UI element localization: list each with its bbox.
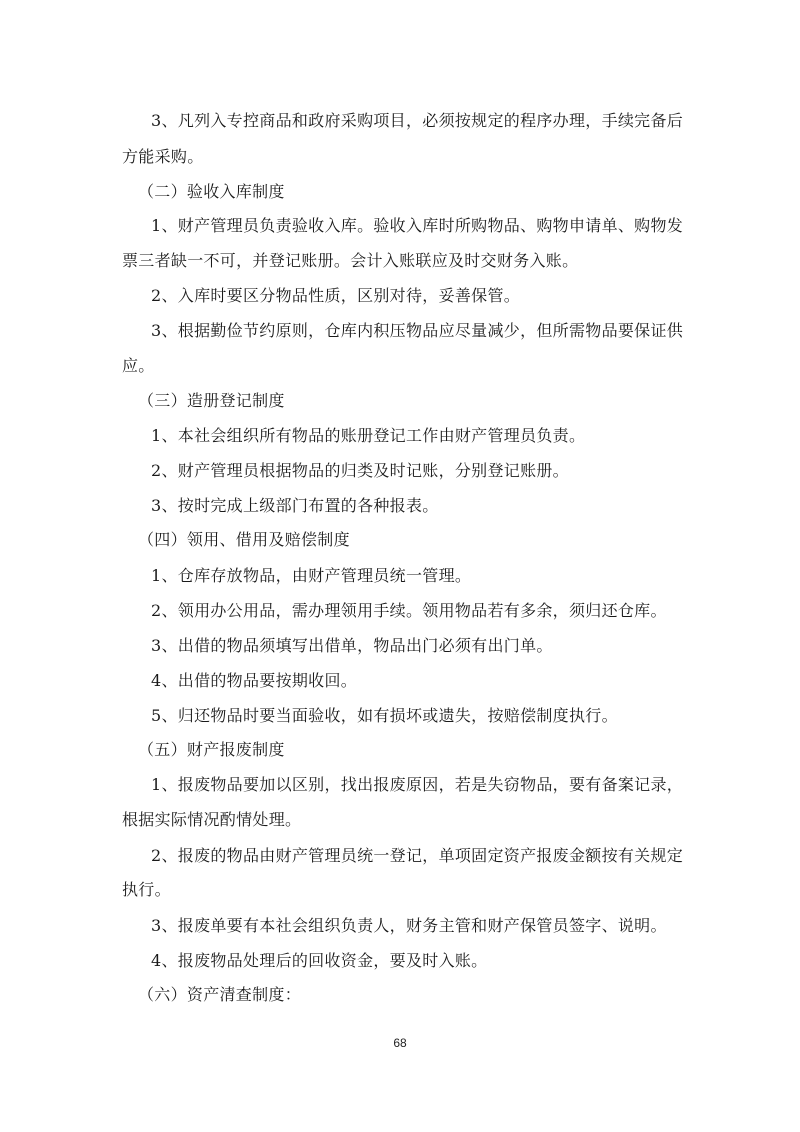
paragraph-line: 2、财产管理员根据物品的归类及时记账，分别登记账册。	[151, 461, 569, 480]
paragraph-line: 1、财产管理员负责验收入库。验收入库时所购物品、购物申请单、购物发	[151, 216, 684, 235]
paragraph-line: 根据实际情况酌情处理。	[122, 810, 302, 829]
paragraph-line: 执行。	[122, 880, 171, 899]
section-heading: （二）验收入库制度	[138, 182, 285, 201]
paragraph-line: 1、本社会组织所有物品的账册登记工作由财产管理员负责。	[151, 426, 586, 445]
paragraph-line: 2、领用办公用品，需办理领用手续。领用物品若有多余，须归还仓库。	[151, 601, 667, 620]
paragraph-line: 3、出借的物品须填写出借单，物品出门必须有出门单。	[151, 636, 553, 655]
section-heading: （六）资产清查制度：	[138, 985, 302, 1004]
section-heading: （三）造册登记制度	[138, 391, 285, 410]
paragraph-line: 1、报废物品要加以区别，找出报废原因，若是失窃物品，要有备案记录，	[151, 775, 684, 794]
section-heading: （五）财产报废制度	[138, 740, 285, 759]
paragraph-line: 3、按时完成上级部门布置的各种报表。	[151, 496, 439, 515]
paragraph-line: 应。	[122, 356, 155, 375]
paragraph-line: 1、仓库存放物品，由财产管理员统一管理。	[151, 566, 472, 585]
paragraph-line: 2、报废的物品由财产管理员统一登记，单项固定资产报废金额按有关规定	[151, 846, 684, 865]
section-heading: （四）领用、借用及赔偿制度	[138, 530, 350, 549]
paragraph-line: 3、报废单要有本社会组织负责人，财务主管和财产保管员签字、说明。	[151, 916, 667, 935]
paragraph-line: 2、入库时要区分物品性质，区别对待，妥善保管。	[151, 286, 521, 305]
page-number: 68	[393, 1036, 407, 1050]
paragraph-line: 4、报废物品处理后的回收资金，要及时入账。	[151, 951, 488, 970]
paragraph-line: 3、凡列入专控商品和政府采购项目，必须按规定的程序办理，手续完备后	[151, 111, 684, 130]
paragraph-line: 5、归还物品时要当面验收，如有损坏或遗失，按赔偿制度执行。	[151, 706, 618, 725]
paragraph-line: 4、出借的物品要按期收回。	[151, 671, 358, 690]
paragraph-line: 方能采购。	[122, 147, 204, 166]
paragraph-line: 票三者缺一不可，并登记账册。会计入账联应及时交财务入账。	[122, 251, 579, 270]
paragraph-line: 3、根据勤俭节约原则，仓库内积压物品应尽量减少，但所需物品要保证供	[151, 321, 684, 340]
